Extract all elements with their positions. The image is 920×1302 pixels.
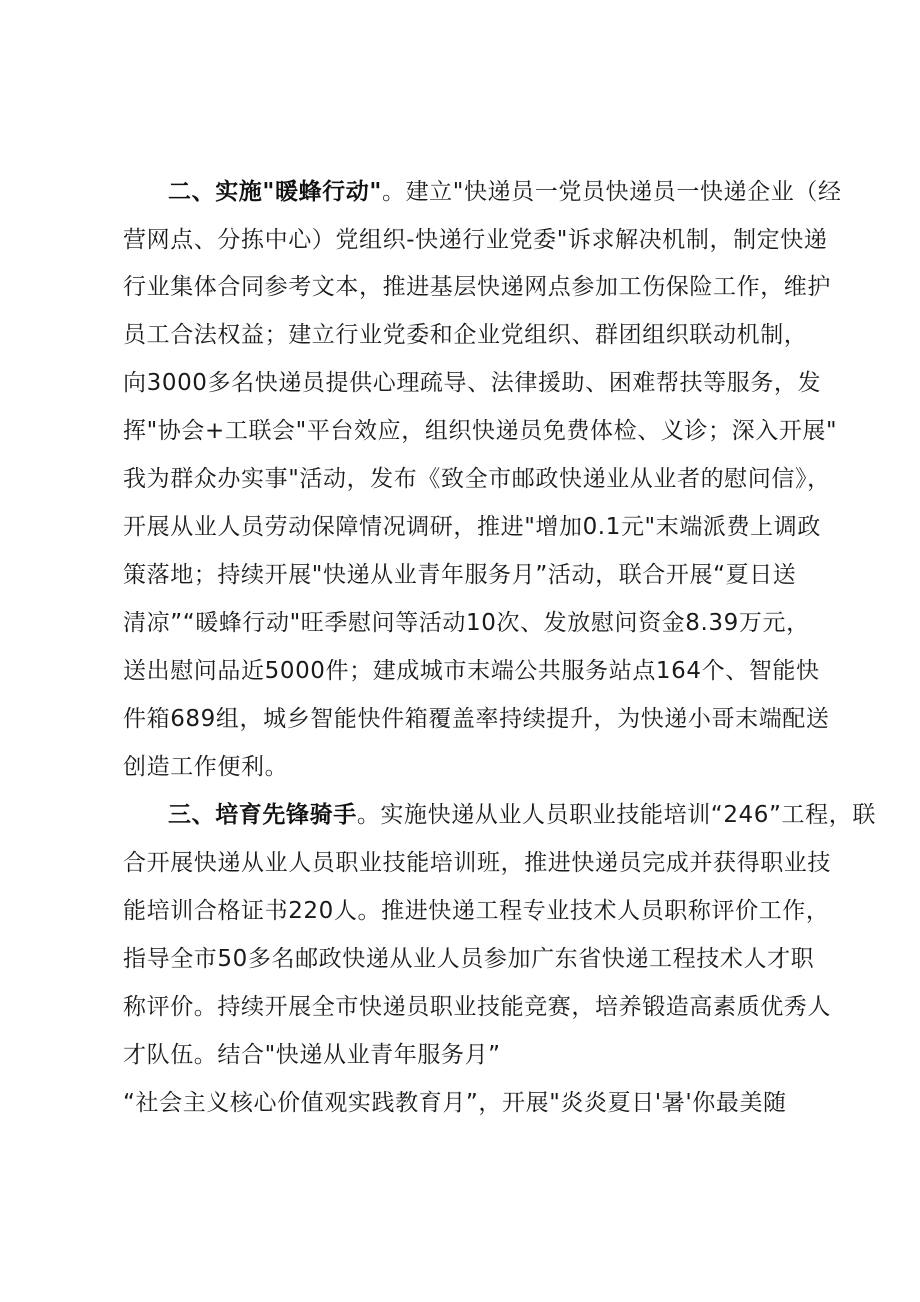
paragraph-1-line-9: 策落地；持续开展"快递从业青年服务月”活动，联合开展“夏日送 [123,562,797,588]
paragraph-1-line-2: 营网点、分拣中心）党组织-快递行业党委"诉求解决机制，制定快递 [123,227,828,253]
section-heading-warm-bee-action: 二、实施"暖蜂行动" [168,179,382,205]
paragraph-1-line-12: 件箱689组，城乡智能快件箱覆盖率持续提升，为快递小哥末端配送 [123,706,830,732]
paragraph-2-line-2: 合开展快递从业人员职业技能培训班，推进快递员完成并获得职业技 [123,850,831,876]
paragraph-2-line-3: 能培训合格证书220人。推进快递工程专业技术人员职称评价工作， [123,898,830,924]
paragraph-1-line-5: 向3000多名快递员提供心理疏导、法律援助、困难帮扶等服务，发 [123,370,822,396]
paragraph-1-line-13: 创造工作便利。 [123,754,289,780]
paragraph-2-line-4: 指导全市50多名邮政快递从业人员参加广东省快递工程技术人才职 [123,946,815,972]
paragraph-1-line-10: 清凉”“暖蜂行动"旺季慰问等活动10次、发放慰问资金8.39万元， [123,610,810,636]
paragraph-1-line-8: 开展从业人员劳动保障情况调研，推进"增加0.1元"末端派费上调政 [123,514,821,540]
paragraph-2-line-5: 称评价。持续开展全市快递员职业技能竞赛，培养锻造高素质优秀人 [123,994,831,1020]
paragraph-1-line-4: 员工合法权益；建立行业党委和企业党组织、群团组织联动机制， [123,322,808,348]
paragraph-2-line-1 [168,795,876,835]
paragraph-2-line-6: 才队伍。结合"快递从业青年服务月” [123,1042,501,1068]
paragraph-1-line-11: 送出慰问品近5000件；建成城市末端公共服务站点164个、智能快 [123,658,820,684]
paragraph-1-line-7: 我为群众办实事"活动，发布《致全市邮政快递业从业者的慰问信》， [123,466,831,492]
paragraph-1-line-3: 行业集体合同参考文本，推进基层快递网点参加工伤保险工作，维护 [123,274,831,300]
section-heading-pioneer-riders: 三、培育先锋骑手 [168,802,357,828]
paragraph-2-line-7: “社会主义核心价值观实践教育月”，开展"炎炎夏日'暑'你最美随 [123,1090,787,1116]
paragraph-text: 。实施快递从业人员职业技能培训“246”工程，联 [356,802,876,828]
paragraph-text: 。建立"快递员一党员快递员一快递企业（经 [381,179,842,205]
paragraph-1-line-1 [168,172,842,212]
paragraph-1-line-6: 挥"协会+工联会"平台效应，组织快递员免费体检、义诊；深入开展" [123,418,838,444]
